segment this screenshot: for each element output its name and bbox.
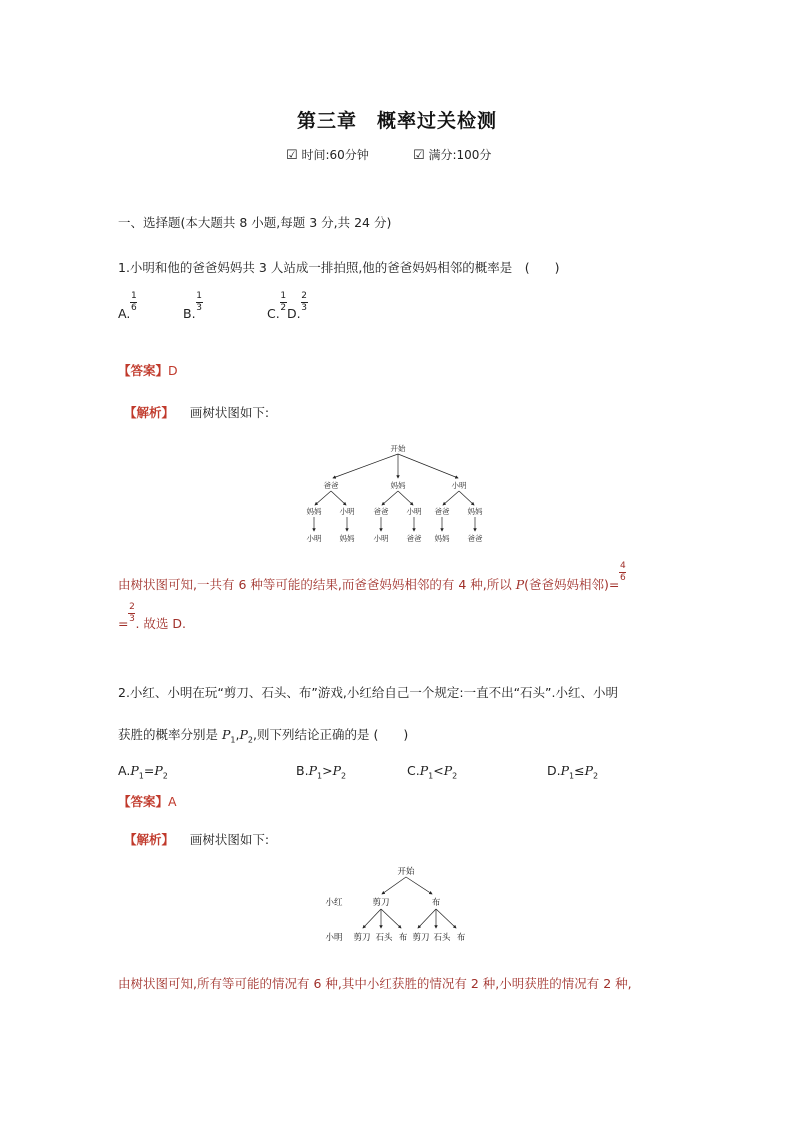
- q1-option-a: A. $\frac{1}{6}$: [118, 291, 137, 321]
- q2-answer: 【答案】A: [118, 794, 177, 809]
- tree1-l3-5: 爸爸: [467, 534, 483, 543]
- tree2-l1-1: 布: [431, 898, 441, 908]
- q2-analysis: 【解析】 画树状图如下:: [124, 832, 270, 847]
- tree2-l2-5: 布: [456, 933, 466, 943]
- q2-option-d: $D.P_1\le P_2$: [547, 763, 599, 781]
- q1-explanation-line1: 由树状图可知,一共有 6 种等可能的结果,而爸爸妈妈相邻的有 4 种,所以 P(爸爸妈妈相邻)= $\frac{4}{6}$: [118, 561, 626, 592]
- tree1-l2-1: 小明: [339, 507, 355, 516]
- q1-option-b: B. $\frac{1}{3}$: [183, 291, 202, 321]
- q1-option-d: D. $\frac{2}{3}$: [287, 291, 307, 321]
- tree2-l1-0: 剪刀: [372, 898, 390, 908]
- tree1-l3-0: 小明: [306, 534, 322, 543]
- time-label: 时间:60分钟: [301, 148, 369, 162]
- question-2-text-line1: 2.小红、小明在玩“剪刀、石头、布”游戏,小红给自己一个规定:一直不出“石头”.小红、小明: [118, 685, 618, 700]
- score-info: [413, 146, 491, 163]
- q1-answer: 【答案】D: [118, 363, 178, 378]
- check-icon: ☑: [413, 148, 425, 163]
- tree2-l2-4: 石头: [433, 933, 451, 943]
- page-title: 第三章 概率过关检测: [296, 110, 497, 132]
- tree1-l1-2: 小明: [451, 481, 467, 490]
- tree1-l1-1: 妈妈: [390, 481, 406, 490]
- tree1-root: 开始: [390, 444, 406, 453]
- tree2-l2-0: 剪刀: [353, 933, 371, 943]
- time-info: [286, 146, 369, 163]
- score-label: 满分:100分: [428, 148, 492, 162]
- q2-option-c: $C.P_1<P_2$: [407, 763, 458, 781]
- tree1-l3-2: 小明: [373, 534, 389, 543]
- q2-tree-diagram: [318, 860, 478, 950]
- tree1-l2-3: 小明: [406, 507, 422, 516]
- q1-tree-diagram: [300, 440, 500, 550]
- tree2-root: 开始: [397, 867, 415, 877]
- tree2-row2-label: 小明: [325, 933, 343, 943]
- tree1-l1-0: 爸爸: [323, 481, 339, 490]
- q2-option-a: $A.P_1=P_2$: [118, 763, 168, 781]
- q2-option-b: $B.P_1>P_2$: [296, 763, 347, 781]
- q1-explanation-line2: = $\frac{2}{3}$ . 故选 D.: [118, 602, 187, 631]
- tree1-l3-4: 妈妈: [434, 534, 450, 543]
- tree2-row1-label: 小红: [325, 898, 343, 908]
- q2-explanation-line1: 由树状图可知,所有等可能的情况有 6 种,其中小红获胜的情况有 2 种,小明获胜的情况有 2 种,: [118, 976, 632, 991]
- tree1-l2-5: 妈妈: [467, 507, 483, 516]
- question-2-text-line2: 获胜的概率分别是 $P_1,P_2$,则下列结论正确的是 ( ): [118, 727, 409, 745]
- tree2-l2-1: 石头: [375, 933, 393, 943]
- tree1-l3-1: 妈妈: [339, 534, 355, 543]
- tree1-l2-2: 爸爸: [373, 507, 389, 516]
- tree2-l2-2: 布: [398, 933, 408, 943]
- section-heading: 一、选择题(本大题共 8 小题,每题 3 分,共 24 分): [118, 215, 392, 230]
- tree1-l3-3: 爸爸: [406, 534, 422, 543]
- tree1-l2-0: 妈妈: [306, 507, 322, 516]
- q1-option-c: C. $\frac{1}{2}$: [267, 291, 287, 321]
- q1-analysis: 【解析】 画树状图如下:: [124, 405, 270, 420]
- tree1-l2-4: 爸爸: [434, 507, 450, 516]
- check-icon: ☑: [286, 148, 298, 163]
- question-1-text: 1.小明和他的爸爸妈妈共 3 人站成一排拍照,他的爸爸妈妈相邻的概率是 ( ): [118, 260, 560, 275]
- tree2-l2-3: 剪刀: [412, 933, 430, 943]
